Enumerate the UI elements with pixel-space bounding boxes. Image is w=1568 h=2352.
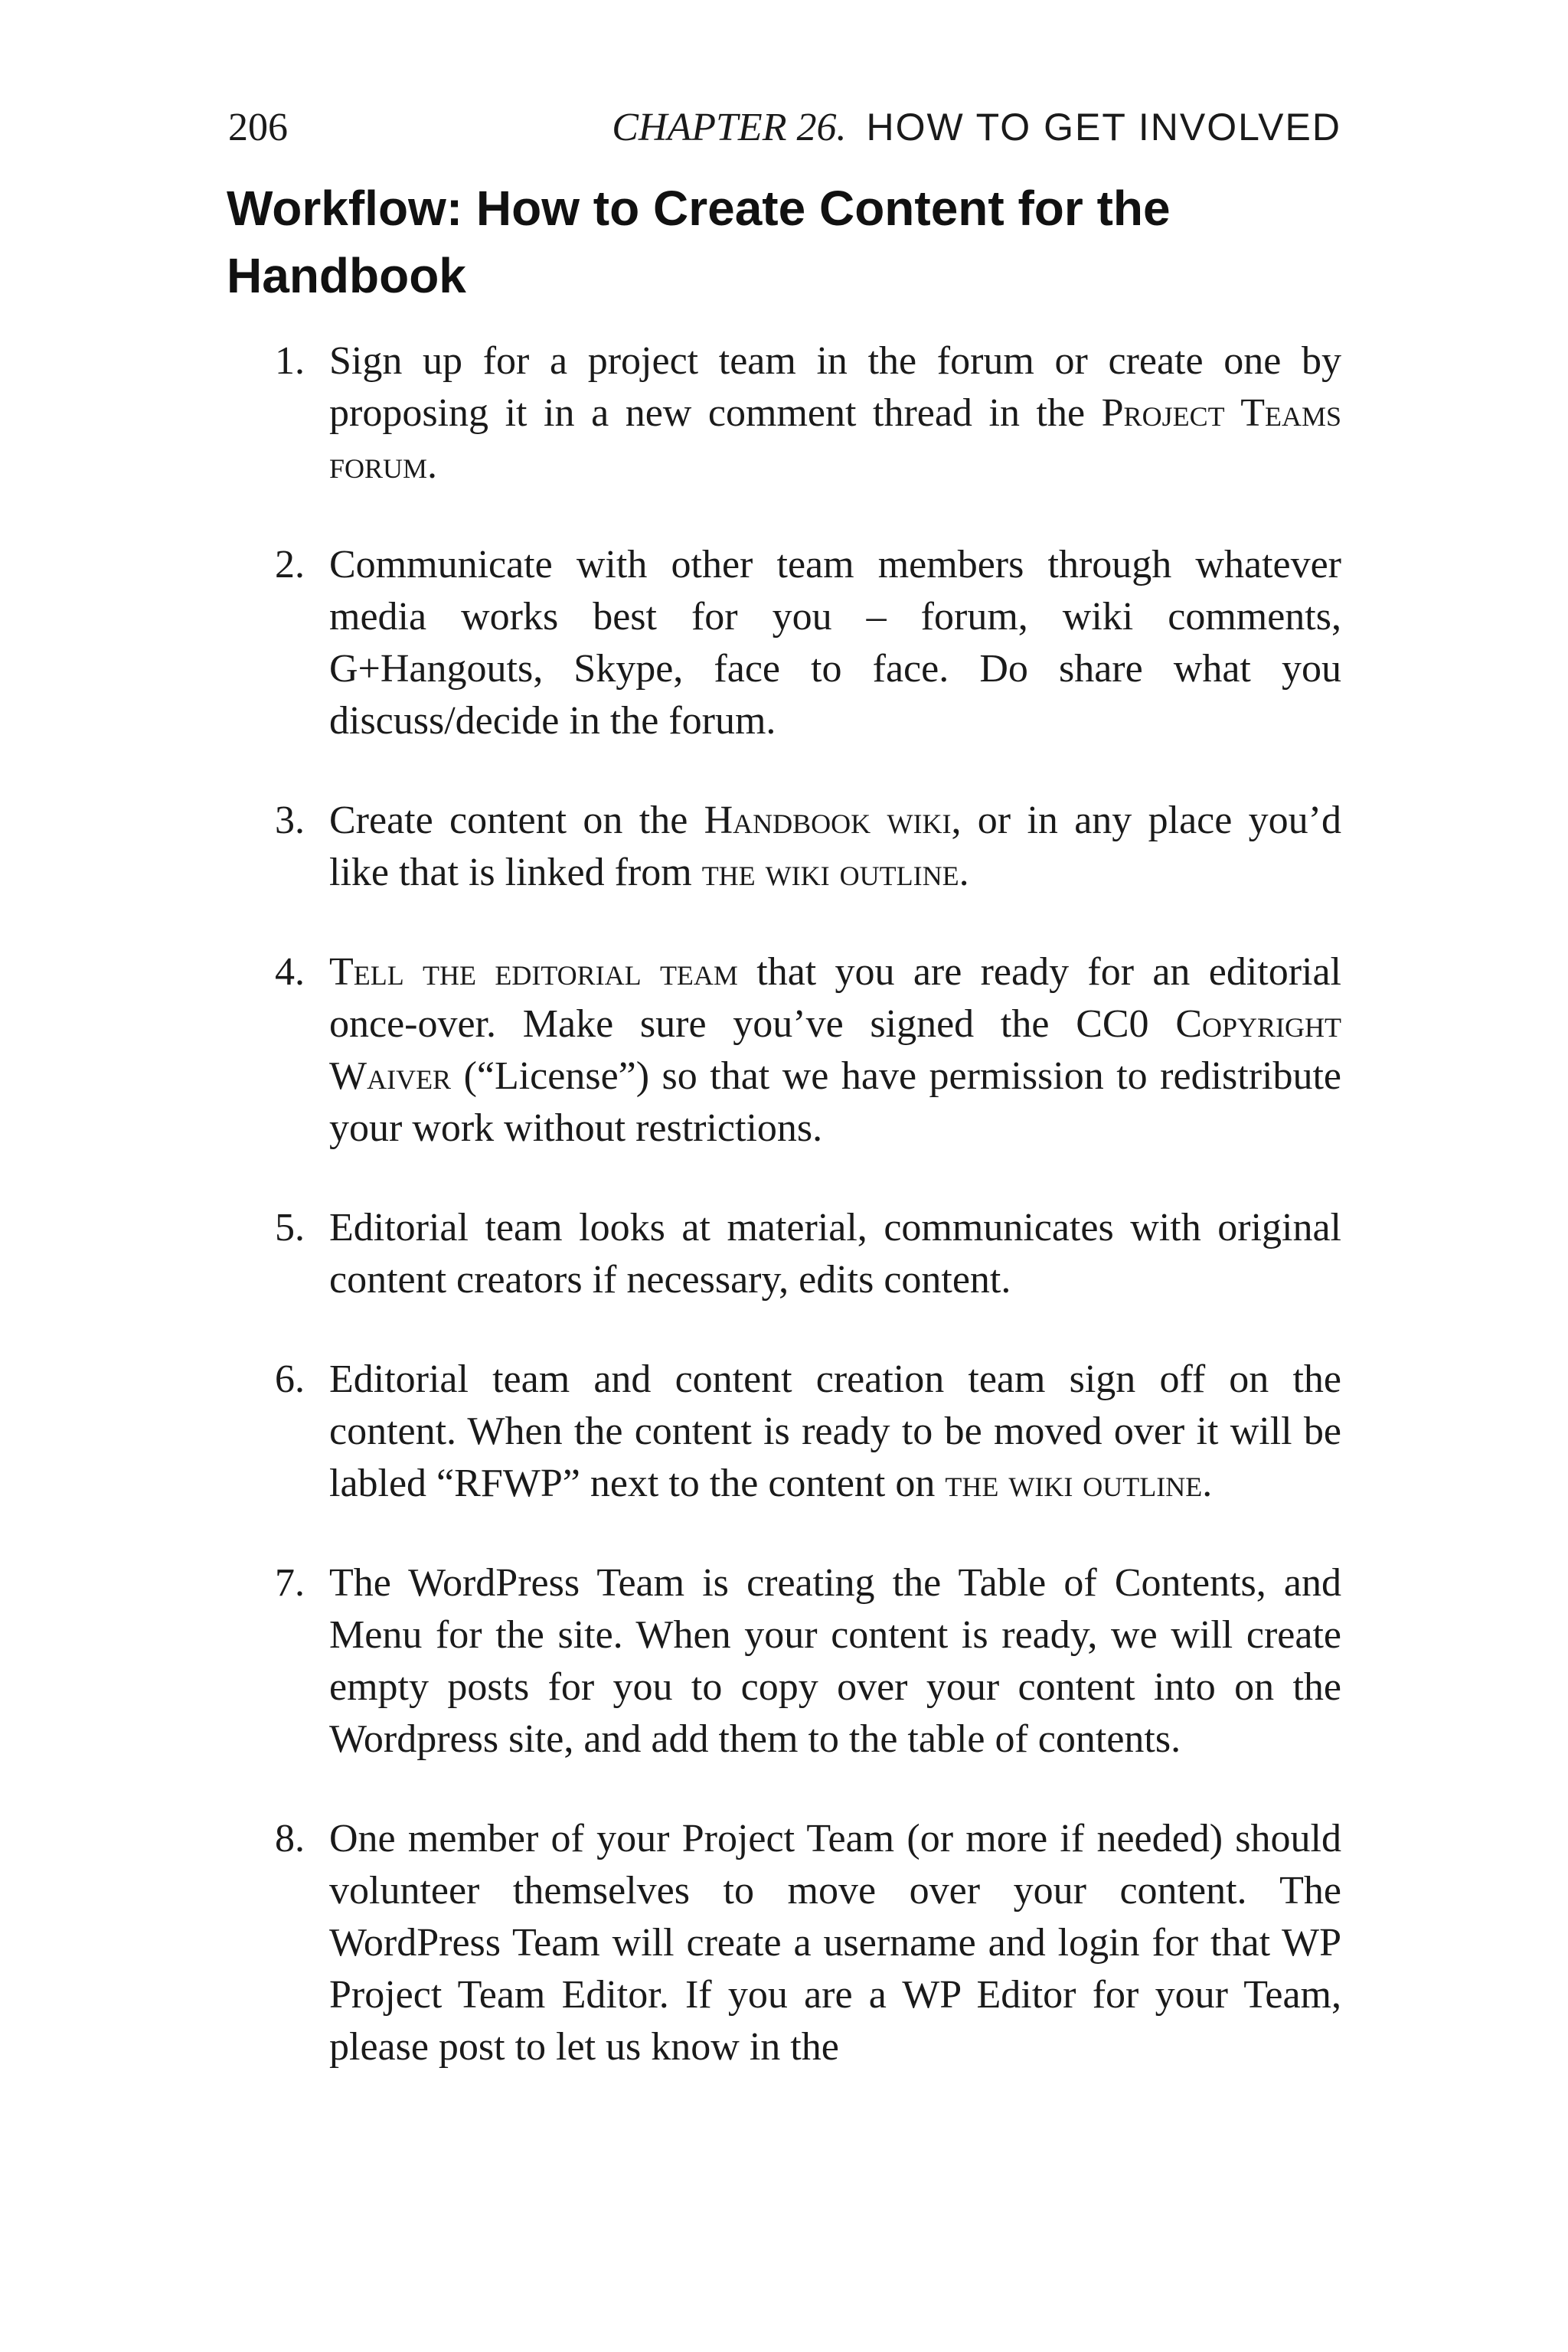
project-teams-forum-link[interactable]: Project Teams forum xyxy=(329,391,1341,487)
list-item xyxy=(228,795,1341,899)
page-number: 206 xyxy=(228,106,288,149)
list-item xyxy=(228,946,1341,1155)
step-text: Editorial team looks at material, communicates with original content creators if necessary, edits content. xyxy=(329,1206,1341,1302)
step-text: One member of your Project Team (or more if needed) should volunteer themselves to move over your content. The WordPress Team will create a username and login for that WP Project Team Editor. If you are a WP Editor for your Team, please post to let us know in the xyxy=(329,1817,1341,2069)
text-run: that you are ready for an editorial once-over. Make sure you’ve signed the CC0 xyxy=(329,950,1341,1046)
step-text: Communicate with other team members through whatever media works best for you – forum, wiki comments, G+Hangouts, Skype, face to face. Do share what you discuss/decide in the forum. xyxy=(329,543,1341,743)
editorial-team-link[interactable]: Tell the editorial team xyxy=(329,950,738,994)
list-item xyxy=(228,1202,1341,1306)
step-number: 1. xyxy=(275,339,305,383)
step-text xyxy=(329,946,1341,1155)
step-number: 6. xyxy=(275,1357,305,1401)
workflow-steps xyxy=(228,335,1341,2121)
step-number: 5. xyxy=(275,1206,305,1250)
step-number: 8. xyxy=(275,1817,305,1860)
step-text: The WordPress Team is creating the Table of Contents, and Menu for the site. When your content is ready, we will create empty posts for you to copy over your content into on the Wordpress site, and add them to the table of contents. xyxy=(329,1561,1341,1761)
copyright-waiver-link[interactable]: Copyright Waiver xyxy=(329,1002,1341,1098)
text-run: . xyxy=(959,851,969,894)
text-run: Create content on the xyxy=(329,799,704,842)
step-number: 7. xyxy=(275,1561,305,1605)
section-title: Workflow: How to Create Content for the Handbook xyxy=(227,181,1171,303)
text-run: , or in any place you’d like that is linked from xyxy=(329,799,1341,894)
text-run: (“License”) so that we have permission to redistribute your work without restrictions. xyxy=(329,1054,1341,1150)
text-run: Sign up for a project team in the forum or create one by proposing it in a new comment thread in the xyxy=(329,339,1341,435)
text-run: . xyxy=(427,443,438,487)
chapter-label: CHAPTER 26. xyxy=(612,106,847,149)
wiki-outline-link[interactable]: the wiki outline xyxy=(945,1462,1203,1505)
step-text xyxy=(329,1354,1341,1510)
step-text xyxy=(329,335,1341,492)
running-head xyxy=(228,104,1341,151)
list-item xyxy=(228,335,1341,492)
list-item xyxy=(228,1813,1341,2073)
list-item xyxy=(228,1354,1341,1510)
step-text xyxy=(329,795,1341,899)
step-number: 4. xyxy=(275,950,305,994)
chapter-title: HOW TO GET INVOLVED xyxy=(866,106,1341,149)
list-item xyxy=(228,539,1341,747)
step-number: 2. xyxy=(275,543,305,586)
text-run: Editorial team and content creation team sign off on the content. When the content is ready to be moved over it will be labled “RFWP” next to the content on xyxy=(329,1357,1341,1505)
chapter-heading xyxy=(612,104,1341,151)
step-number: 3. xyxy=(275,799,305,842)
text-run: . xyxy=(1202,1462,1213,1505)
list-item xyxy=(228,1557,1341,1766)
handbook-wiki-link[interactable]: Handbook wiki xyxy=(704,799,952,842)
wiki-outline-link[interactable]: the wiki outline xyxy=(701,851,959,894)
